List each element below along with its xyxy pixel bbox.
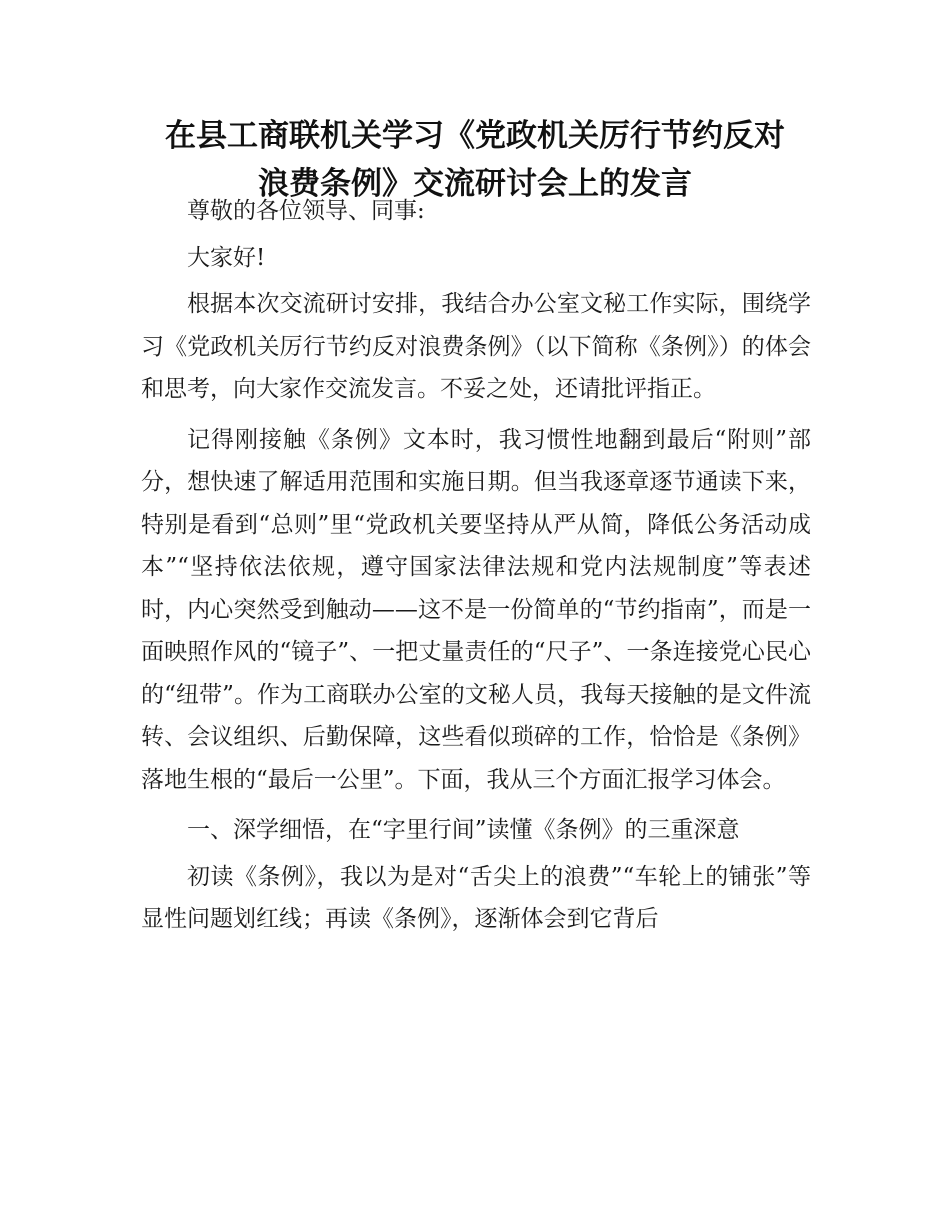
title-line-1: 在县工商联机关学习《党政机关厉行节约反对 <box>165 118 785 154</box>
paragraph-intro: 根据本次交流研讨安排，我结合办公室文秘工作实际，围绕学习《党政机关厉行节约反对浪费条例》（以下简称《条例》）的体会和思考，向大家作交流发言。不妥之处，还请批评指正。 <box>141 291 811 402</box>
title-line-2: 浪费条例》交流研讨会上的发言 <box>258 166 692 202</box>
greeting: 大家好! <box>187 244 266 271</box>
paragraph-section-1: 初读《条例》，我以为是对“舌尖上的浪费”“车轮上的铺张”等显性问题划红线；再读《条例》，逐渐体会到它背后 <box>141 863 811 932</box>
document-body <box>141 190 811 949</box>
section-heading-1: 一、深学细悟，在“字里行间”读懂《条例》的三重深意 <box>187 817 740 843</box>
salutation: 尊敬的各位领导、同事: <box>187 198 425 224</box>
paragraph-reflection: 记得刚接触《条例》文本时，我习惯性地翻到最后“附则”部分，想快速了解适用范围和实施日期。但当我逐章逐节通读下来，特别是看到“总则”里“党政机关要坚持从严从简，降低公务活动成本”“坚持依法依规，遵守国家法律法规和党内法规制度”等表述时，内心突然受到触动——这不是一份简单的“节约指南”，而是一面映照作风的“镜子”、一把丈量责任的“尺子”、一条连接党心民心的“纽带”。作为工商联办公室的文秘人员，我每天接触的是文件流转、会议组织、后勤保障，这些看似琐碎的工作，恰恰是《条例》落地生根的“最后一公里”。下面，我从三个方面汇报学习体会。 <box>141 426 811 793</box>
